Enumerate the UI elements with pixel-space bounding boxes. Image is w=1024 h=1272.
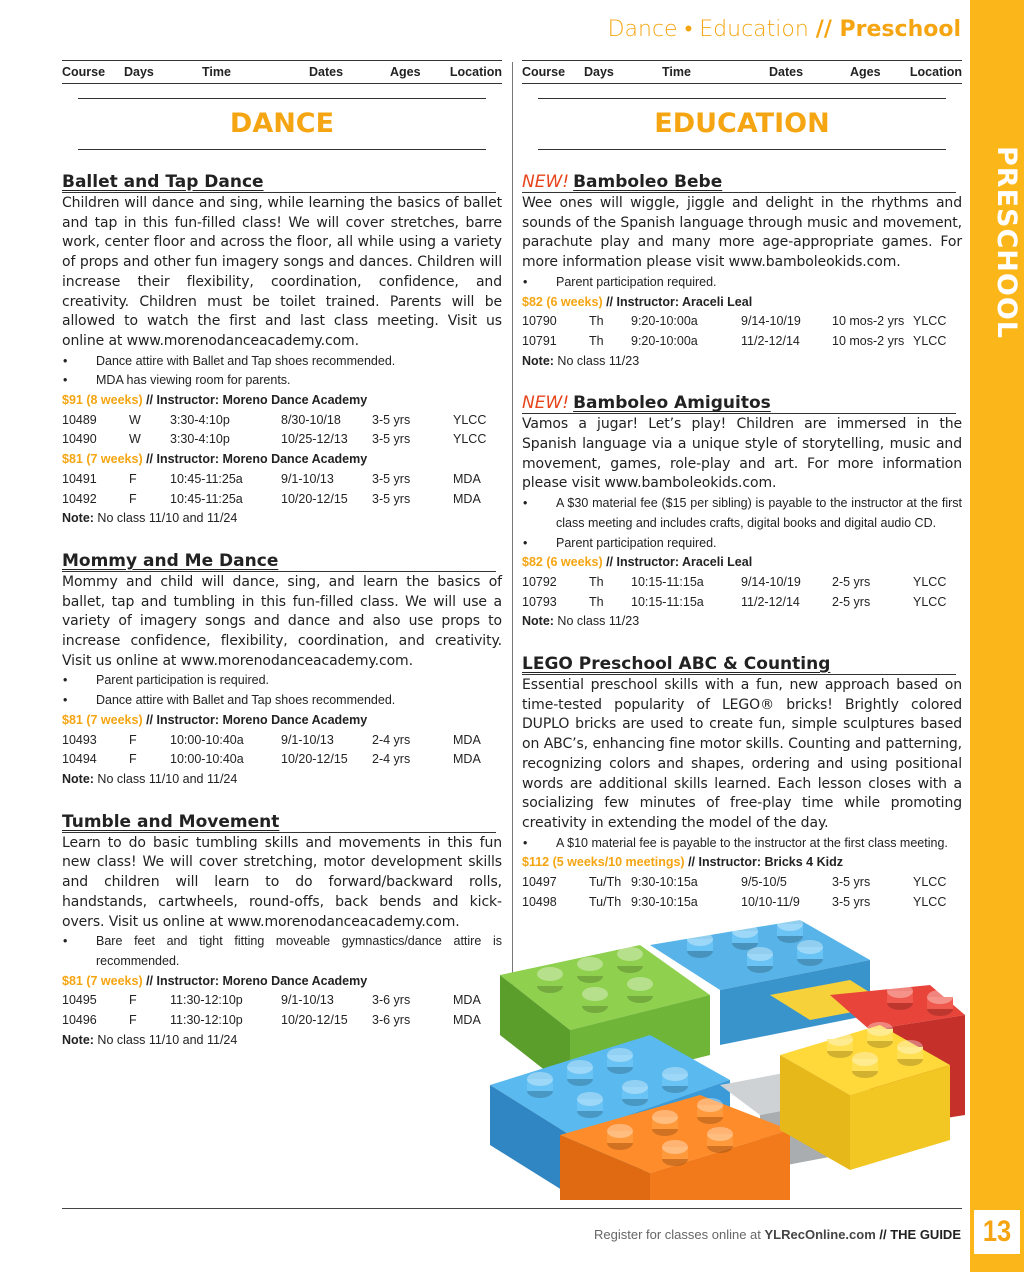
schedule-row: 10493 F 10:00-10:40a 9/1-10/13 2-4 yrs MDA [62, 732, 481, 747]
lego-bricks-image [470, 915, 965, 1200]
course-title: LEGO Preschool ABC & Counting [522, 654, 956, 675]
footer-rule [62, 1208, 962, 1209]
footer-guide: // THE GUIDE [875, 1227, 961, 1242]
schedule-row: 10498 Tu/Th 9:30-10:15a 10/10-11/9 3-5 yrs YLCC [522, 894, 947, 909]
page-footer [594, 1227, 961, 1242]
page-number: 13 [974, 1210, 1020, 1254]
price-line: $81 (7 weeks) // Instructor: Moreno Dance Academy [62, 712, 368, 727]
course-description: Essential preschool skills with a fun, new approach based on time-tested popularity of LEGO® bricks! Brightly colored DUPLO bricks are used to create fun, simple sculptures based on ABC’s, enhancing fine motor skills. Counting and patterning, recognizing colors and shapes, ordering and using positional words are additional skills learned. Each lesson closes with a socializing few minutes of free-play time while promoting creativity in extending the model of the day. [522, 677, 962, 831]
schedule-row: 10791 Th 9:20-10:00a 11/2-12/14 10 mos-2 yrs YLCC [522, 333, 947, 348]
sidebar-label: PRESCHOOL [991, 146, 1022, 339]
header-slashes: // [815, 17, 832, 42]
bullet-item: • A $30 material fee ($15 per sibling) is payable to the instructor at the first class meeting and includes crafts, digital books and digital audio CD. [523, 496, 962, 530]
col-location: Location [449, 65, 502, 79]
course-title: Tumble and Movement [62, 812, 496, 833]
col-dates: Dates [769, 65, 804, 79]
header-part2: Preschool [831, 17, 961, 42]
course-ballet-tap [62, 172, 502, 529]
section-title-education: EDUCATION [538, 98, 946, 150]
bullet-item: • Dance attire with Ballet and Tap shoes recommended. [63, 693, 396, 708]
price-line: $81 (7 weeks) // Instructor: Moreno Dance Academy [62, 452, 368, 467]
new-badge: NEW! [522, 172, 570, 192]
schedule-row: 10494 F 10:00-10:40a 10/20-12/15 2-4 yrs MDA [62, 752, 481, 767]
schedule-row: 10793 Th 10:15-11:15a 11/2-12/14 2-5 yrs YLCC [522, 594, 947, 609]
page-header [608, 16, 961, 42]
bullet-item: • Parent participation required. [523, 535, 717, 550]
course-note: Note: No class 11/10 and 11/24 [62, 1032, 238, 1047]
course-title: Ballet and Tap Dance [62, 172, 496, 193]
course-title: Mommy and Me Dance [62, 551, 496, 572]
col-time: Time [202, 65, 231, 79]
new-badge: NEW! [522, 393, 570, 414]
schedule-row: 10497 Tu/Th 9:30-10:15a 9/5-10/5 3-5 yrs YLCC [522, 875, 947, 890]
schedule-row: 10495 F 11:30-12:10p 9/1-10/13 3-6 yrs MDA [62, 993, 481, 1008]
section-title-dance: DANCE [78, 98, 486, 150]
course-title: NEW! Bamboleo Bebe [522, 172, 956, 193]
course-mommy-me [62, 551, 502, 790]
course-title: NEW! Bamboleo Amiguitos [522, 393, 956, 414]
bullet-item: • Bare feet and tight fitting moveable gymnastics/dance attire is recommended. [63, 934, 502, 968]
course-description: Vamos a jugar! Let’s play! Children are immersed in the Spanish language via a unique style of storytelling, music and movement, games, role-play and art. For more information please visit www.bamboleokids.com. [522, 416, 962, 492]
schedule-row: 10491 F 10:45-11:25a 9/1-10/13 3-5 yrs MDA [62, 471, 481, 486]
schedule-row: 10489 W 3:30-4:10p 8/30-10/18 3-5 yrs YLCC [62, 412, 487, 427]
course-description: Children will dance and sing, while learning the basics of ballet and tap in this fun-filled class! We will cover stretches, barre work, center floor and across the floor, all while using a variety of props and other fun imagery songs and dances. Children will increase their flexibility, coordination, confidence, and creativity. Children must be toilet trained. Parents will be allowed to watch the first and last class meeting. Visit us online at www.morenodanceacademy.com. [62, 195, 502, 349]
col-dates: Dates [309, 65, 344, 79]
column-header [522, 60, 962, 84]
schedule-row: 10792 Th 10:15-11:15a 9/14-10/19 2-5 yrs YLCC [522, 574, 947, 589]
column-divider [512, 62, 513, 992]
col-days: Days [584, 65, 614, 79]
dance-column [62, 60, 502, 1050]
footer-text: Register for classes online at [593, 1227, 765, 1242]
course-description: Learn to do basic tumbling skills and movements in this fun new class! We will cover stretching, motor development skills and children will learn to do forward/backward rolls, handstands, cartwheels, round-offs, back bends and kick-overs. Visit us online at www.morenodanceacademy.com. [62, 834, 502, 930]
header-part1: Dance • Education [607, 17, 816, 42]
col-time: Time [662, 65, 691, 79]
col-ages: Ages [850, 65, 881, 79]
course-note: Note: No class 11/10 and 11/24 [62, 771, 238, 786]
course-note: Note: No class 11/23 [522, 353, 640, 368]
course-description: Mommy and child will dance, sing, and learn the basics of ballet, tap and tumbling in this fun-filled class. We will use a variety of imagery songs and dance and also use props to increase confidence, flexibility, coordination, and creativity. Visit us online at www.morenodanceacademy.com. [62, 573, 502, 669]
col-course: Course [62, 65, 106, 79]
bullet-item: • MDA has viewing room for parents. [63, 373, 291, 388]
bullet-item: • Parent participation required. [523, 274, 717, 289]
bullet-item: • A $10 material fee is payable to the instructor at the first class meeting. [523, 835, 948, 850]
price-line: $82 (6 weeks) // Instructor: Araceli Leal [522, 555, 753, 570]
education-column [522, 60, 962, 913]
col-course: Course [522, 65, 566, 79]
course-description: Wee ones will wiggle, jiggle and delight in the rhythms and sounds of the Spanish language through music and movement, parachute play and many more age-appropriate games. For more information please visit www.bamboleokids.com. [522, 195, 962, 271]
price-line: $82 (6 weeks) // Instructor: Araceli Leal [522, 294, 753, 309]
schedule-row: 10490 W 3:30-4:10p 10/25-12/13 3-5 yrs YLCC [62, 432, 487, 447]
course-tumble [62, 812, 502, 1051]
course-bamboleo-bebe [522, 172, 962, 371]
course-note: Note: No class 11/10 and 11/24 [62, 511, 238, 526]
col-days: Days [124, 65, 154, 79]
price-line: $112 (5 weeks/10 meetings) // Instructor: Bricks 4 Kidz [522, 855, 843, 870]
schedule-row: 10492 F 10:45-11:25a 10/20-12/15 3-5 yrs MDA [62, 491, 481, 506]
course-bamboleo-amiguitos [522, 393, 962, 632]
footer-site-link[interactable]: YLRecOnline.com [764, 1227, 876, 1242]
bullet-item: • Dance attire with Ballet and Tap shoes recommended. [63, 353, 396, 368]
course-note: Note: No class 11/23 [522, 614, 640, 629]
course-lego-preschool [522, 654, 962, 912]
col-location: Location [909, 65, 962, 79]
column-header [62, 60, 502, 84]
col-ages: Ages [390, 65, 421, 79]
price-line: $91 (8 weeks) // Instructor: Moreno Dance Academy [62, 393, 368, 408]
schedule-row: 10790 Th 9:20-10:00a 9/14-10/19 10 mos-2 yrs YLCC [522, 314, 947, 329]
bullet-item: • Parent participation is required. [63, 673, 270, 688]
price-line: $81 (7 weeks) // Instructor: Moreno Dance Academy [62, 973, 368, 988]
schedule-row: 10496 F 11:30-12:10p 10/20-12/15 3-6 yrs MDA [62, 1013, 481, 1028]
